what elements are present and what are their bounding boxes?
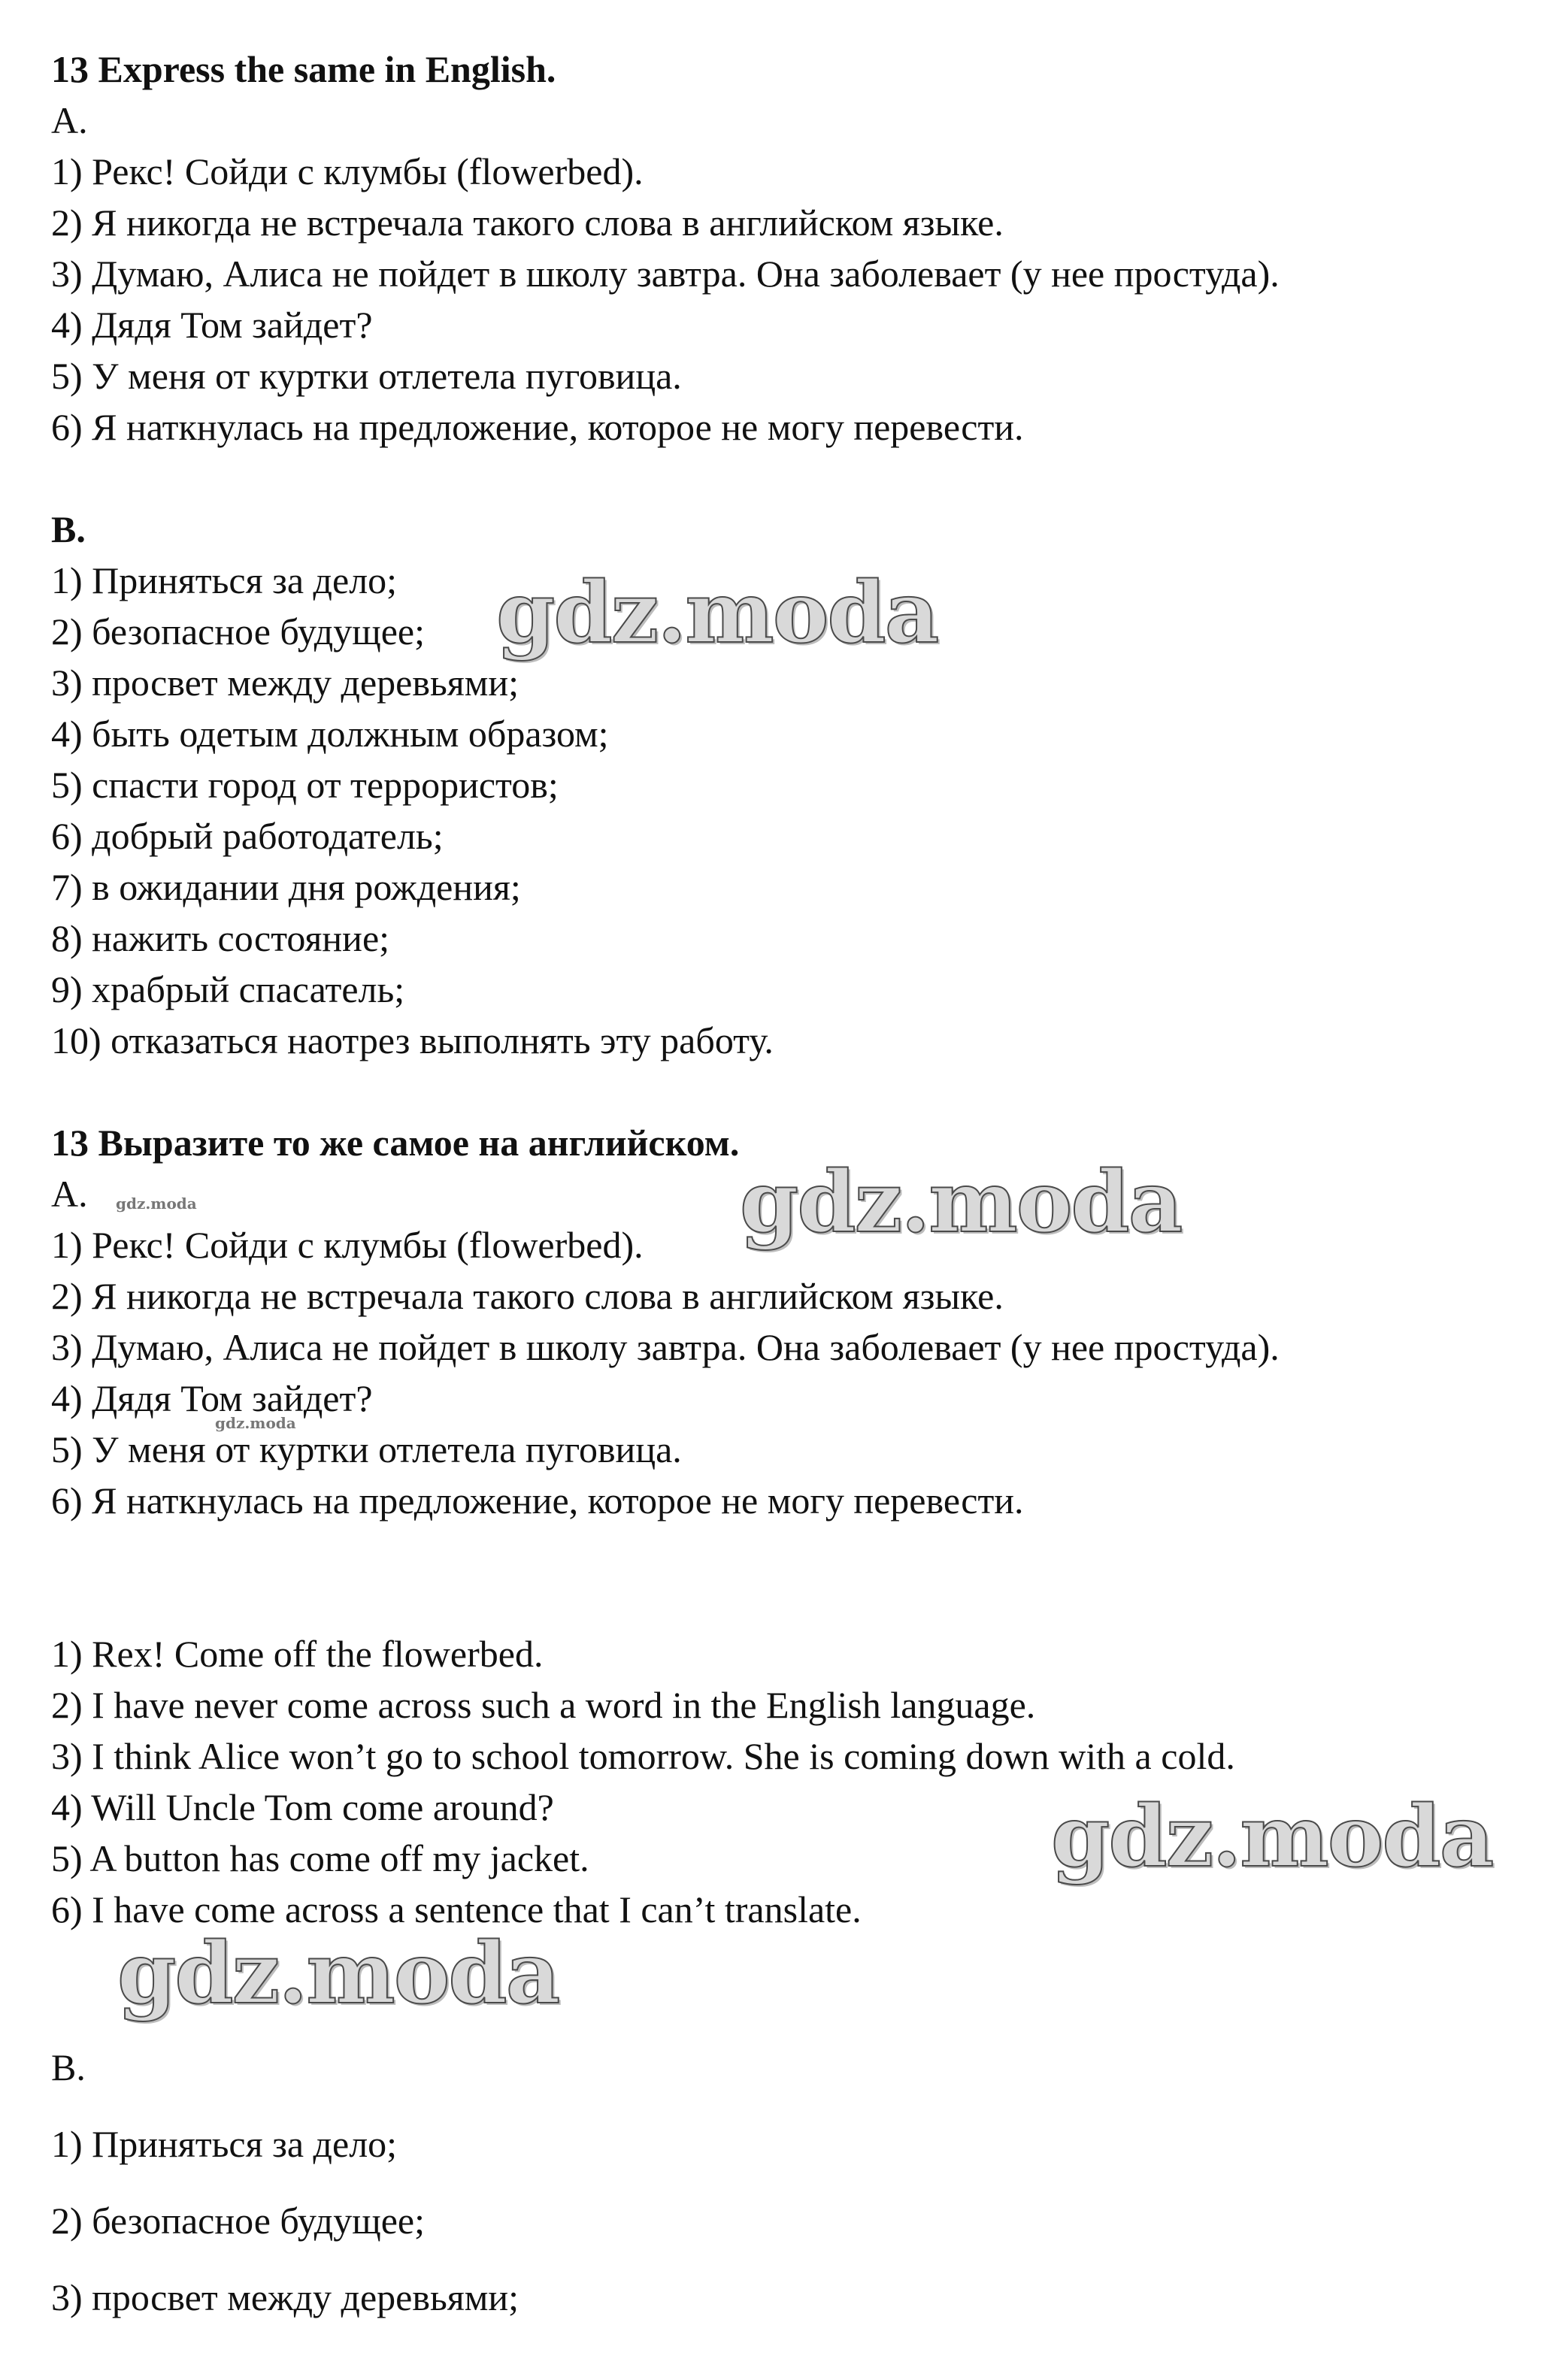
list-item: 3) Думаю, Алиса не пойдет в школу завтра. Она заболевает (у нее простуда). (51, 253, 1280, 295)
task-heading-en: 13 Express the same in English. (51, 48, 556, 90)
list-item: 3) просвет между деревьями; (51, 662, 519, 704)
answer-item: 1) Rex! Come off the flowerbed. (51, 1633, 544, 1675)
list-item: 5) У меня от куртки отлетела пуговица. (51, 355, 682, 397)
list-item: 5) У меня от куртки отлетела пуговица. (51, 1428, 682, 1470)
list-item: 3) Думаю, Алиса не пойдет в школу завтра. Она заболевает (у нее простуда). (51, 1326, 1280, 1368)
list-item: 4) Дядя Том зайдет? (51, 1377, 373, 1419)
part-a-label: A. (51, 99, 88, 141)
part-a-label: A. (51, 1173, 88, 1215)
watermark-logo: gdz.moda (740, 1153, 1182, 1252)
list-item: 1) Рекс! Сойди с клумбы (flowerbed). (51, 150, 644, 192)
list-item: 5) спасти город от террористов; (51, 764, 559, 806)
answer-item: 4) Will Uncle Tom come around? (51, 1786, 554, 1828)
list-item: 9) храбрый спасатель; (51, 968, 405, 1010)
part-b-label: B. (51, 508, 86, 550)
list-item: 6) добрый работодатель; (51, 815, 444, 857)
list-item: 1) Приняться за дело; (51, 559, 398, 601)
list-item: 4) Дядя Том зайдет? (51, 304, 373, 346)
answer-item: 1) Приняться за дело; (51, 2123, 398, 2165)
list-item: 10) отказаться наотрез выполнять эту работу. (51, 1019, 774, 1061)
answer-item: 3) I think Alice won’t go to school tomorrow. She is coming down with a cold. (51, 1735, 1235, 1777)
answer-item: 2) I have never come across such a word in the English language. (51, 1684, 1036, 1726)
list-item: 1) Рекс! Сойди с клумбы (flowerbed). (51, 1224, 644, 1266)
answer-item: 6) I have come across a sentence that I can’t translate. (51, 1888, 862, 1930)
answer-item: 5) A button has come off my jacket. (51, 1837, 589, 1879)
task-heading-ru: 13 Выразите то же самое на английском. (51, 1122, 740, 1164)
list-item: 2) Я никогда не встречала такого слова в английском языке. (51, 201, 1004, 244)
watermark-small: gdz.moda (215, 1414, 296, 1432)
watermark-logo: gdz.moda (117, 1924, 559, 2023)
watermark-small: gdz.moda (116, 1195, 197, 1213)
watermark-logo: gdz.moda (496, 564, 938, 662)
part-b-label: B. (51, 2046, 86, 2088)
list-item: 7) в ожидании дня рождения; (51, 866, 521, 908)
list-item: 6) Я наткнулась на предложение, которое не могу перевести. (51, 1479, 1024, 1522)
list-item: 8) нажить состояние; (51, 917, 390, 959)
list-item: 6) Я наткнулась на предложение, которое не могу перевести. (51, 406, 1024, 448)
watermark-logo: gdz.moda (1051, 1788, 1493, 1886)
list-item: 4) быть одетым должным образом; (51, 713, 609, 755)
answer-item: 3) просвет между деревьями; (51, 2276, 519, 2318)
list-item: 2) Я никогда не встречала такого слова в английском языке. (51, 1275, 1004, 1317)
answer-item: 2) безопасное будущее; (51, 2200, 425, 2242)
list-item: 2) безопасное будущее; (51, 610, 425, 653)
